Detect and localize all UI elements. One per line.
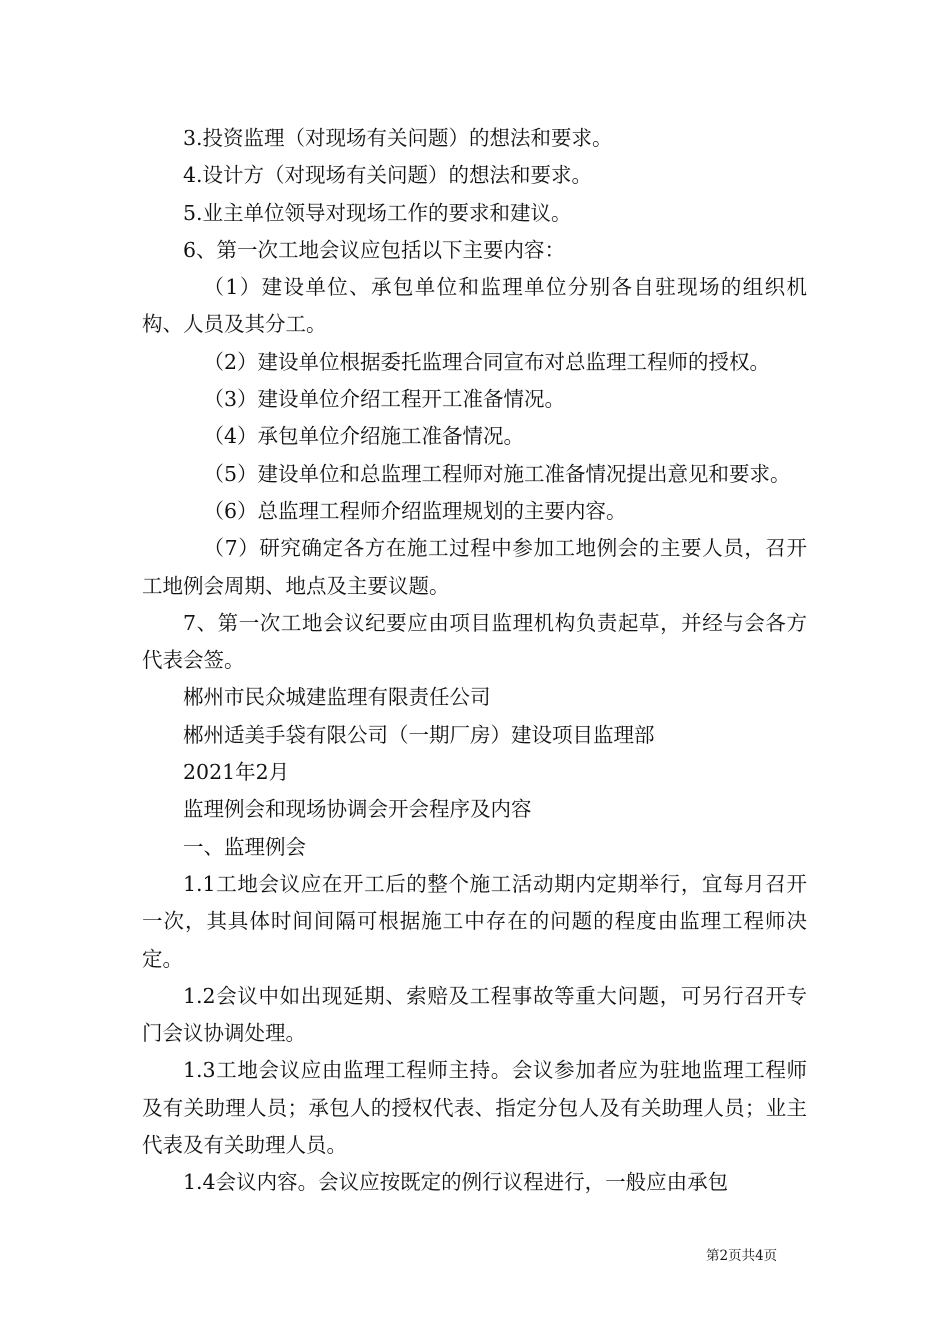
paragraph: 郴州市民众城建监理有限责任公司: [183, 685, 491, 710]
paragraph: 1.1工地会议应在开工后的整个施工活动期内定期举行，宜每月召开一次，其具体时间间隔可根据施工中存在的问题的程度由监理工程师决定。: [142, 871, 807, 971]
paragraph: （4）承包单位介绍施工准备情况。: [203, 424, 525, 449]
paragraph: （2）建设单位根据委托监理合同宣布对总监理工程师的授权。: [203, 349, 771, 374]
paragraph: 1.2会议中如出现延期、索赔及工程事故等重大问题，可另行召开专门会议协调处理。: [142, 983, 807, 1046]
paragraph: 6、第一次工地会议应包括以下主要内容：: [183, 237, 566, 262]
paragraph: （7）研究确定各方在施工过程中参加工地例会的主要人员，召开工地例会周期、地点及主要议题。: [142, 536, 807, 598]
document-body: [142, 120, 807, 1202]
paragraph: 1.4会议内容。会议应按既定的例行议程进行，一般应由承包: [183, 1170, 729, 1195]
paragraph: （5）建设单位和总监理工程师对施工准备情况提出意见和要求。: [203, 461, 791, 486]
paragraph: （6）总监理工程师介绍监理规划的主要内容。: [203, 498, 627, 523]
paragraph: （3）建设单位介绍工程开工准备情况。: [203, 387, 566, 412]
paragraph: 3.投资监理（对现场有关问题）的想法和要求。: [183, 126, 613, 150]
paragraph: 2021年2月: [183, 760, 290, 785]
page-number-footer: 第2页共4页: [706, 1248, 778, 1264]
paragraph: 一、监理例会: [183, 834, 306, 859]
paragraph: 7、第一次工地会议纪要应由项目监理机构负责起草，并经与会各方代表会签。: [142, 610, 807, 673]
paragraph: 郴州适美手袋有限公司（一期厂房）建设项目监理部: [183, 722, 655, 747]
paragraph: 5.业主单位领导对现场工作的要求和建议。: [183, 200, 572, 225]
paragraph: （1）建设单位、承包单位和监理单位分别各自驻现场的组织机构、人员及其分工。: [142, 275, 807, 337]
paragraph: 4.设计方（对现场有关问题）的想法和要求。: [183, 163, 593, 188]
paragraph: 1.3工地会议应由监理工程师主持。会议参加者应为驻地监理工程师及有关助理人员；承包人的授权代表、指定分包人及有关助理人员；业主代表及有关助理人员。: [142, 1058, 807, 1158]
paragraph: 监理例会和现场协调会开会程序及内容: [183, 797, 532, 822]
